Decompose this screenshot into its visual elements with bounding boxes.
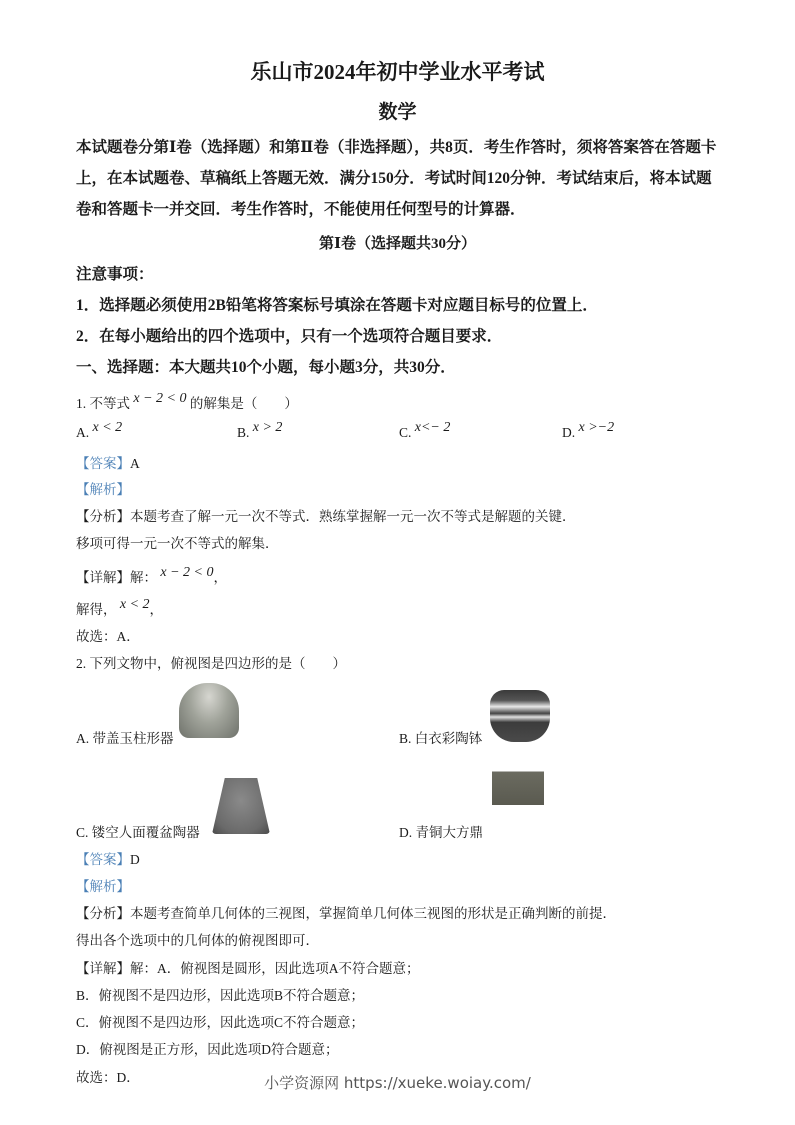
stem-suffix: 的解集是（ ） — [189, 396, 298, 411]
answer-value: A — [130, 456, 140, 471]
fenxi-label: 【分析】 — [76, 906, 130, 921]
subject-title: 数学 — [378, 102, 417, 123]
detail-line-q2-1 — [76, 957, 420, 977]
option-b-label: B. 白衣彩陶钵 — [399, 731, 483, 746]
fenxi-line-2: 移项可得一元一次不等式的解集． — [76, 536, 279, 551]
fenxi-label: 【分析】 — [76, 509, 130, 524]
detail-label: 【详解】 — [76, 961, 130, 976]
answer-label: 【答案】 — [76, 852, 130, 867]
stem-prefix: 1. 不等式 — [76, 396, 130, 411]
fenxi-line — [76, 505, 576, 525]
question-2-stem: 2. 下列文物中，俯视图是四边形的是（ ） — [76, 656, 346, 671]
answer-line-2 — [76, 848, 140, 868]
option-math: x < 2 — [92, 420, 123, 435]
watermark-link: 小学资源网 https://xueke.woiay.com/ — [264, 1074, 531, 1092]
notice-heading: 注意事项： — [76, 266, 154, 283]
solve-prefix: 解得， — [76, 602, 117, 617]
detail-label: 【详解】 — [76, 570, 130, 585]
pottery-bowl-image — [490, 690, 550, 742]
option-math: x >−2 — [578, 420, 615, 435]
option-label: B. — [237, 425, 250, 440]
conclusion-1: 故选：A． — [76, 629, 140, 644]
option-label: A. — [76, 425, 90, 440]
detail-line-q2-3: C．俯视图不是四边形，因此选项C不符合题意； — [76, 1015, 365, 1030]
detail-line-q2-2: B．俯视图不是四边形，因此选项B不符合题意； — [76, 988, 365, 1003]
conclusion-2: 故选：D． — [76, 1070, 140, 1085]
detail-prefix: 解： — [130, 570, 157, 585]
exam-instructions: 本试题卷分第Ⅰ卷（选择题）和第Ⅱ卷（非选择题），共8页．考生作答时，须将答案答在答题卡上，在本试题卷、草稿纸上答题无效．满分150分．考试时间120分钟．考试结束后，将本试题卷和答题卡一并交回．考生作答时，不能使用任何型号的计算器． — [76, 139, 717, 218]
exam-title: 乐山市2024年初中学业水平考试 — [250, 60, 545, 84]
notice-item-1: 1．选择题必须使用2B铅笔将答案标号填涂在答题卡对应题目标号的位置上． — [76, 297, 598, 314]
option-math: x<− 2 — [414, 420, 451, 435]
option-a — [76, 420, 123, 442]
option-math: x > 2 — [252, 420, 283, 435]
fenxi-line-q2-2: 得出各个选项中的几何体的俯视图即可． — [76, 933, 319, 948]
math-expression: x − 2 < 0 — [133, 391, 187, 406]
answer-value: D — [130, 852, 140, 867]
section-title: 第Ⅰ卷（选择题共30分） — [318, 236, 477, 252]
face-pottery-image — [212, 778, 270, 834]
math-expression: x − 2 < 0 — [160, 565, 214, 580]
analysis-label-2: 【解析】 — [76, 879, 130, 894]
option-a-label: A. 带盖玉柱形器 — [76, 731, 174, 746]
fenxi-text: 本题考查了解一元一次不等式．熟练掌握解一元一次不等式是解题的关键． — [130, 509, 576, 524]
option-d-label: D. 青铜大方鼎 — [399, 825, 483, 840]
comma: ， — [149, 602, 164, 617]
answer-line — [76, 452, 140, 472]
fenxi-line-q2 — [76, 902, 616, 922]
detail-line-q2-4: D．俯视图是正方形，因此选项D符合题意； — [76, 1042, 339, 1057]
fenxi-text: 本题考查简单几何体的三视图，掌握简单几何体三视图的形状是正确判断的前提． — [130, 906, 616, 921]
part-heading: 一、选择题：本大题共10个小题，每小题3分，共30分． — [76, 359, 456, 376]
question-1-stem — [76, 392, 298, 413]
solve-line — [76, 598, 163, 619]
comma: ， — [213, 570, 227, 585]
jade-cylinder-image — [179, 683, 239, 738]
option-c-label: C. 镂空人面覆盆陶器 — [76, 825, 200, 840]
bronze-ding-image — [492, 758, 544, 834]
option-label: C. — [399, 425, 412, 440]
answer-label: 【答案】 — [76, 456, 130, 471]
math-expression: x < 2 — [119, 597, 150, 612]
option-b — [237, 420, 283, 442]
detail-text: 解：A．俯视图是圆形，因此选项A不符合题意； — [130, 961, 420, 976]
option-c — [399, 420, 451, 442]
option-label: D. — [562, 425, 576, 440]
option-d — [562, 420, 615, 442]
notice-item-2: 2．在每小题给出的四个选项中，只有一个选项符合题目要求． — [76, 328, 503, 345]
detail-line — [76, 566, 227, 587]
analysis-label: 【解析】 — [76, 482, 130, 497]
